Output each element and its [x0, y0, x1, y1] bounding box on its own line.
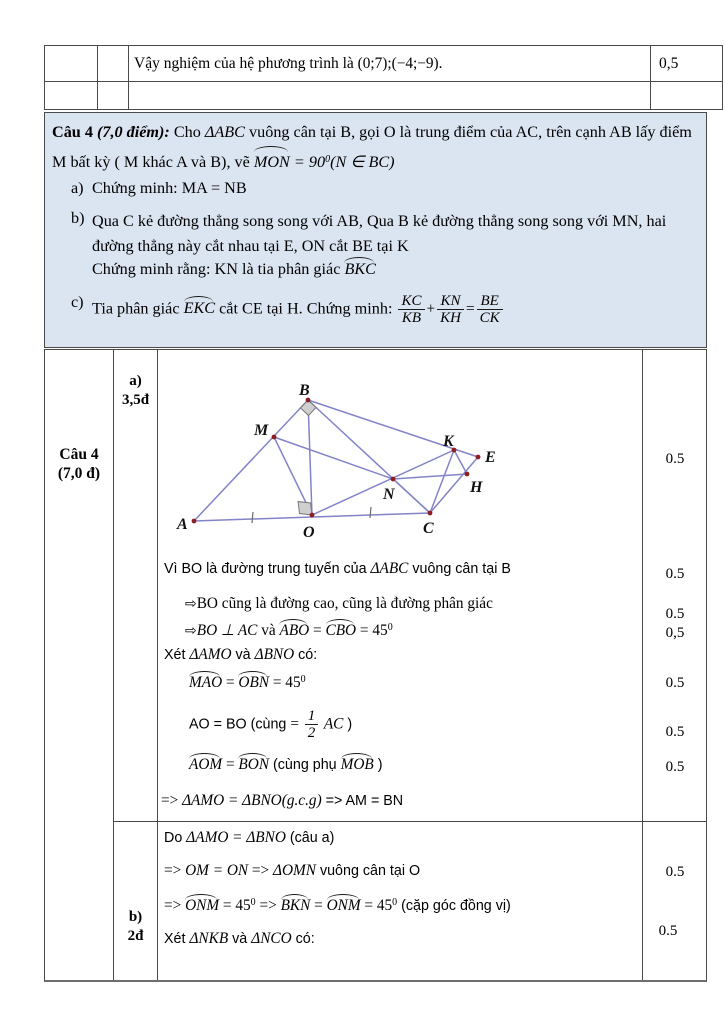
label-O: O	[303, 524, 315, 541]
math-run: ΔBNO	[254, 646, 295, 663]
proof-line-a4	[164, 646, 317, 664]
frac-den: KH	[440, 310, 461, 327]
proof-line-b3	[164, 897, 511, 915]
equals-sign: =	[465, 300, 475, 318]
math-run: ΔOMN	[273, 862, 316, 879]
score-value: 0.5	[665, 451, 685, 467]
score-value: 0.5	[665, 675, 685, 691]
c-mid: cắt CE tại H. Chứng minh:	[215, 299, 397, 318]
item-b-marker: b)	[71, 209, 85, 227]
angle-abo: ABO	[279, 622, 310, 639]
part-a-solution-cell	[158, 350, 642, 822]
score-cell	[651, 46, 723, 82]
angle-obn: OBN	[238, 674, 270, 691]
part-b-solution-cell	[158, 822, 642, 980]
proof-line-b2	[164, 862, 420, 880]
diagram-lines	[194, 400, 478, 521]
degree-sup: 0	[325, 154, 331, 165]
item-a-marker: a)	[71, 179, 84, 197]
equals-run: =	[310, 897, 327, 914]
text-run: (câu a)	[285, 830, 335, 846]
score-value: 0.5	[658, 923, 678, 939]
question-item-b-claim	[92, 260, 376, 279]
question-number-line1: Câu 4	[59, 446, 99, 463]
math-run: ΔNCO	[251, 930, 292, 947]
angle-bon: BON	[238, 756, 270, 773]
part-b-label-cell	[114, 822, 157, 980]
claim-text: Chứng minh rằng: KN là tia phân giác	[92, 260, 345, 278]
question-number-column	[45, 350, 114, 980]
fraction-kn-kh	[435, 293, 466, 326]
proof-line-b1	[164, 829, 334, 847]
fraction-be-ck	[475, 293, 505, 326]
label-C: C	[423, 520, 434, 537]
proof-line-a7	[189, 756, 382, 774]
solution-conclusion-cell	[129, 46, 651, 82]
frac-num: BE	[477, 293, 503, 310]
equals-run: =	[290, 715, 303, 733]
equals-run: = 45	[356, 622, 388, 639]
proof-line-b4	[164, 930, 315, 948]
angle-aom: AOM	[189, 756, 223, 773]
degree-sup: 0	[300, 674, 306, 685]
angle-mob: MOB	[340, 756, 374, 773]
triangle-abc: ΔABC	[204, 123, 245, 141]
implies-arrow-icon: ⇨	[185, 596, 197, 612]
item-c-marker: c)	[71, 293, 84, 311]
part-a-score-cell	[643, 350, 707, 822]
proof-line-a5	[189, 674, 306, 692]
text-run: Xét	[164, 931, 190, 947]
equals-run: = 45	[269, 674, 301, 691]
frac-num: KN	[437, 293, 464, 310]
label-H: H	[470, 479, 483, 496]
label-M: M	[254, 422, 269, 439]
part-b-score-cell	[643, 822, 707, 980]
score-value: 0,5	[659, 54, 679, 72]
text-run: vuông cân tại B	[408, 561, 511, 577]
empty-cell	[129, 82, 651, 110]
empty-cell	[45, 46, 98, 82]
text-run: AO = BO (cùng	[189, 716, 291, 733]
score-value: 0,5	[665, 625, 685, 641]
score-value: 0.5	[665, 724, 685, 740]
implies-arrow-icon: ⇨	[185, 623, 197, 639]
fraction-one-half	[303, 708, 321, 741]
angle-ekc: EKC	[183, 299, 216, 318]
part-b-label	[114, 908, 157, 946]
item-b-text: Qua C kẻ đường thẳng song song với AB, Qua B kẻ đường thẳng song song với MN, hai đường thẳng này cắt nhau tại E, ON cắt BE tại K	[92, 212, 667, 255]
equals-run: = 45	[360, 897, 393, 914]
equals-run: =	[222, 756, 239, 773]
part-b-points: 2đ	[127, 928, 144, 944]
implies-run: =>	[161, 792, 183, 809]
part-a-label	[114, 372, 157, 410]
frac-num: KC	[398, 293, 424, 310]
score-column	[643, 350, 707, 980]
label-E: E	[485, 449, 496, 466]
math-run: AC	[320, 715, 344, 733]
proof-line-a8	[161, 792, 403, 810]
empty-cell	[651, 82, 723, 110]
geometry-diagram	[171, 355, 511, 557]
right-angle-markers	[298, 400, 316, 515]
fraction-kc-kb	[396, 293, 426, 326]
part-label-column	[114, 350, 158, 980]
question-item-b	[71, 209, 679, 259]
answer-table	[44, 349, 707, 982]
angle-bkn: BKN	[280, 897, 311, 914]
implies-run: =>	[255, 897, 281, 914]
text-run: )	[343, 716, 353, 733]
item-c-text	[92, 293, 698, 326]
text-run: => AM = BN	[321, 793, 404, 809]
degree-sup: 0	[392, 897, 398, 908]
math-run: OM = ON	[185, 862, 249, 879]
equals-run: = 45	[219, 897, 251, 914]
plus-sign: +	[426, 300, 436, 318]
frac-num: 1	[305, 708, 319, 725]
intro-eq: = 90	[289, 153, 326, 171]
question-item-a	[71, 179, 696, 198]
frac-den: CK	[479, 310, 500, 327]
proof-line-a6	[189, 708, 352, 741]
equals-run: =	[309, 622, 326, 639]
solution-pairs: (0;7);(−4;−9).	[357, 54, 443, 72]
question-block	[44, 112, 707, 348]
solution-column	[158, 350, 643, 980]
implies-run: =>	[164, 897, 186, 914]
proof-line-a3	[185, 621, 393, 640]
table-row	[45, 82, 723, 110]
text-run: và	[228, 931, 252, 947]
part-a-letter: a)	[129, 373, 142, 389]
question-item-c	[71, 293, 698, 326]
math-run: (g.c.g)	[281, 792, 322, 809]
question-number-label	[45, 445, 113, 483]
angle-mao: MAO	[189, 674, 223, 691]
angle-cbo: CBO	[325, 622, 357, 639]
conclusion-text: Vậy nghiệm của hệ phương trình là	[134, 54, 358, 72]
text-run: và	[231, 647, 255, 663]
question-number-line2: (7,0 đ)	[57, 465, 101, 482]
math-run: ΔAMO = ΔBNO	[186, 829, 286, 846]
label-N: N	[383, 486, 395, 503]
angle-onm-2: ONM	[326, 897, 361, 914]
intro-text-1: Cho	[173, 123, 205, 141]
c-pre: Tia phân giác	[92, 299, 184, 318]
top-score-table	[44, 45, 723, 110]
angle-bkc: BKC	[344, 260, 376, 278]
score-value: 0.5	[665, 759, 685, 775]
equals-run: =	[222, 674, 239, 691]
right-angle-at-O	[298, 502, 312, 516]
empty-cell	[98, 46, 129, 82]
part-a-points: 3,5đ	[121, 392, 150, 408]
angle-onm: ONM	[185, 897, 220, 914]
implies-run: =>	[164, 862, 186, 879]
label-A: A	[177, 516, 188, 533]
frac-den: 2	[307, 725, 316, 742]
intro-text-2: vuông cân tại B, gọi O là trung điểm của AC, trên cạnh AB lấy điểm M bất kỳ ( M khác A và B), vẽ	[52, 123, 692, 171]
intro-text-3: (N ∈ BC)	[330, 153, 395, 171]
diagram-labels	[176, 382, 496, 541]
text-run: vuông cân tại O	[315, 863, 421, 879]
text-run: có:	[291, 931, 315, 947]
text-run: BO cũng là đường cao, cũng là đường phân giác	[196, 595, 493, 612]
item-a-text: Chứng minh: MA = NB	[92, 179, 247, 197]
math-run: ΔAMO = ΔBNO	[182, 792, 282, 809]
question-label: Câu 4	[52, 123, 97, 141]
label-B: B	[299, 382, 310, 399]
question-intro	[52, 119, 700, 176]
text-run: (cùng phụ	[269, 757, 341, 773]
angle-mon: MON	[254, 149, 290, 176]
frac-den: KB	[401, 310, 422, 327]
math-run: ΔABC	[370, 560, 409, 577]
part-a-label-cell	[114, 350, 157, 822]
text-run: )	[373, 757, 383, 773]
table-row	[45, 46, 723, 82]
math-run: ΔAMO	[189, 646, 232, 663]
math-run: ΔNKB	[189, 930, 229, 947]
score-value: 0.5	[665, 566, 685, 582]
part-b-letter: b)	[128, 909, 143, 925]
question-points: (7,0 điểm):	[96, 123, 174, 141]
empty-cell	[45, 82, 98, 110]
text-run: Vì BO là đường trung tuyến của	[164, 561, 371, 577]
score-value: 0.5	[665, 864, 685, 880]
degree-sup: 0	[387, 622, 393, 633]
score-value: 0.5	[665, 606, 685, 622]
empty-cell	[98, 82, 129, 110]
implies-run: =>	[248, 862, 273, 879]
text-run: và	[257, 622, 280, 639]
proof-line-a2	[185, 595, 493, 613]
label-K: K	[443, 433, 454, 450]
text-run: Do	[164, 830, 187, 846]
text-run: (cặp góc đồng vị)	[397, 898, 511, 914]
math-run: BO ⊥ AC	[196, 622, 258, 639]
proof-line-a1	[164, 560, 511, 578]
degree-sup: 0	[250, 897, 256, 908]
text-run: Xét	[164, 647, 190, 663]
text-run: có:	[294, 647, 318, 663]
